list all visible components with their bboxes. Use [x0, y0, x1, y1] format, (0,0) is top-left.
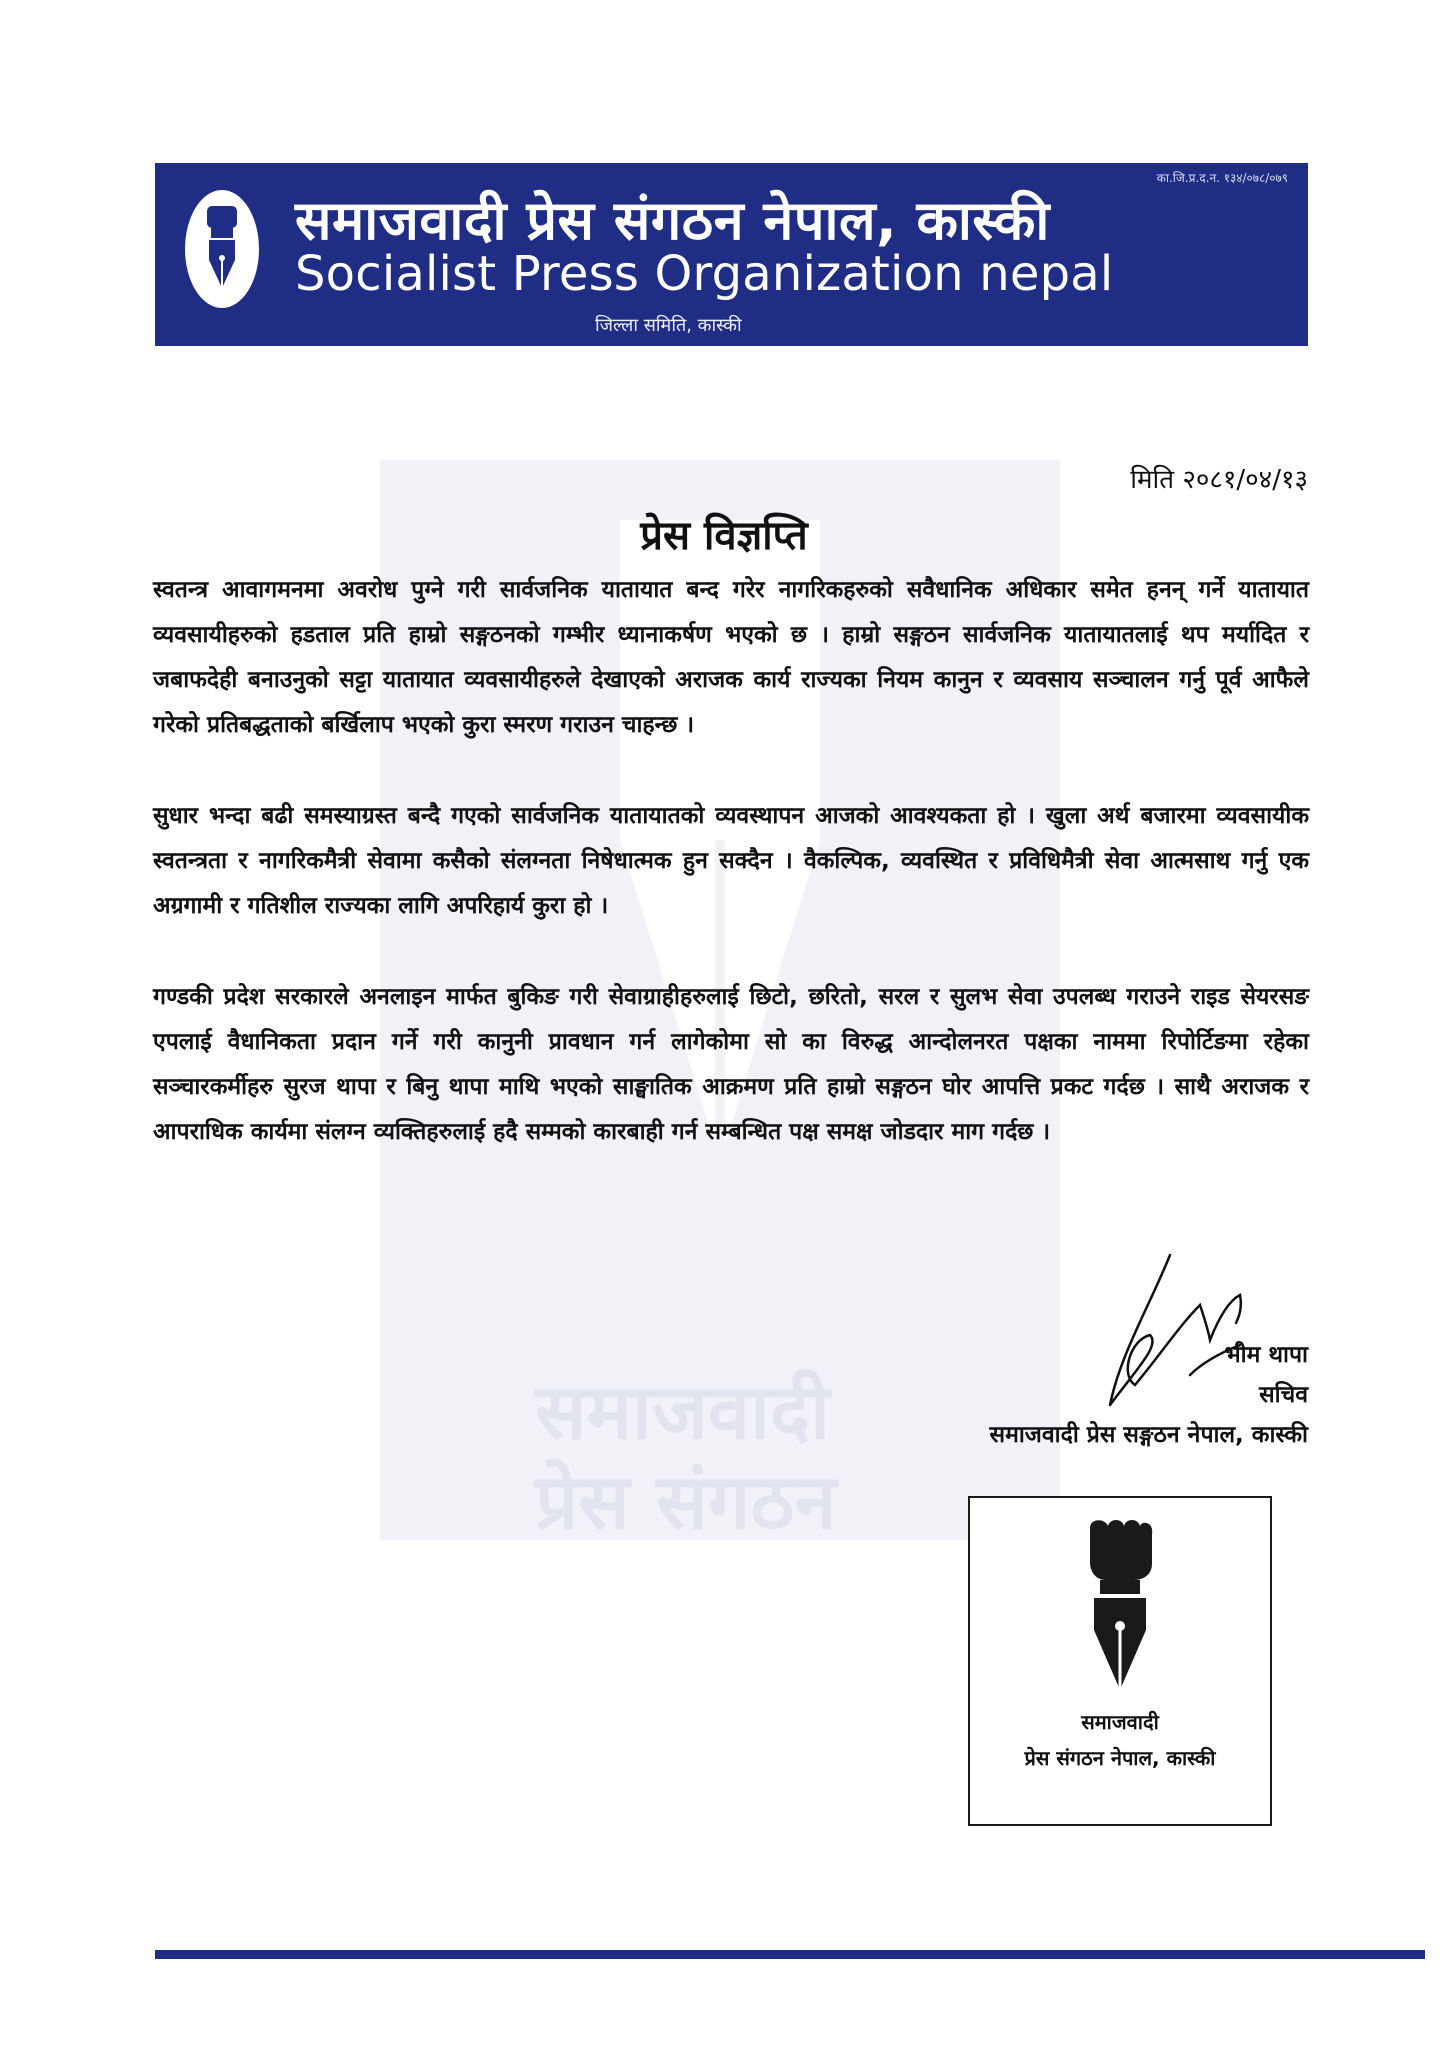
signatory-block [990, 1335, 1308, 1455]
paragraph-1: स्वतन्त्र आवागमनमा अवरोध पुग्ने गरी सार्वजनिक यातायात बन्द गरेर नागरिकहरुको सवैधानिक अधिकार समेत हनन् गर्ने यातायात व्यवसायीहरुको हडताल प्रति हाम्रो सङ्गठनको गम्भीर ध्यानाकर्षण भएको छ । हाम्रो सङ्गठन सार्वजनिक यातायातलाई थप मर्यादित र जबाफदेही बनाउनुको सट्टा यातायात व्यवसायीहरुले देखाएको अराजक कार्य राज्यका नियम कानुन र व्यवसाय सञ्चालन गर्नु पूर्व आफैले गरेको प्रतिबद्धताको बर्खिलाप भएको कुरा स्मरण गराउन चाहन्छ । [153, 577, 1309, 738]
document-body [153, 568, 1309, 1201]
watermark-text-line2: प्रेस संगठन [535, 1457, 837, 1546]
paragraph-2: सुधार भन्दा बढी समस्याग्रस्त बन्दै गएको सार्वजनिक यातायातको व्यवस्थापन आजको आवश्यकता हो । खुला अर्थ बजारमा व्यवसायीक स्वतन्त्रता र नागरिकमैत्री सेवामा कसैको संलग्नता निषेधात्मक हुन सक्दैन । वैकल्पिक, व्यवस्थित र प्रविधिमैत्री सेवा आत्मसाथ गर्नु एक अग्रगामी र गतिशील राज्यका लागि अपरिहार्य कुरा हो । [153, 803, 1309, 919]
watermark-text-line1: समाजवादी [535, 1367, 830, 1456]
fist-pen-icon [1060, 1518, 1180, 1698]
signatory-name: भीम थापा [1224, 1342, 1308, 1368]
footer-rule [155, 1950, 1425, 1959]
logo [185, 190, 259, 308]
fist-pen-icon [195, 202, 249, 296]
org-name-nepali: समाजवादी प्रेस संगठन नेपाल, कास्की [295, 189, 1050, 252]
official-stamp [968, 1496, 1272, 1826]
stamp-text-line1: समाजवादी [1081, 1710, 1159, 1734]
committee-subtitle: जिल्ला समिति, कास्की [595, 315, 742, 336]
signatory-position: सचिव [1259, 1382, 1308, 1408]
paragraph-3: गण्डकी प्रदेश सरकारले अनलाइन मार्फत बुकिङ गरी सेवाग्राहीहरुलाई छिटो, छरितो, सरल र सुलभ सेवा उपलब्ध गराउने राइड सेयरसङ एपलाई वैधानिकता प्रदान गर्ने गरी कानुनी प्रावधान गर्न लागेकोमा सो का विरुद्ध आन्दोलनरत पक्षका नाममा रिपोर्टिङमा रहेका सञ्चारकर्मीहरु सुरज थापा र बिनु थापा माथि भएको साङ्घातिक आक्रमण प्रति हाम्रो सङ्गठन घोर आपत्ति प्रकट गर्दछ । साथै अराजक र आपराधिक कार्यमा संलग्न व्यक्तिहरुलाई हदै सम्मको कारबाही गर्न सम्बन्धित पक्ष समक्ष जोडदार माग गर्दछ । [153, 984, 1309, 1145]
document-date: मिति २०८१/०४/१३ [1130, 465, 1308, 495]
org-name-english: Socialist Press Organization nepal [295, 246, 1114, 302]
letterhead-banner [155, 163, 1308, 346]
stamp-text-line2: प्रेस संगठन नेपाल, कास्की [1024, 1746, 1216, 1770]
signatory-organization: समाजवादी प्रेस सङ्गठन नेपाल, कास्की [989, 1422, 1308, 1448]
registration-number: का.जि.प्र.द.न. १३४/०७८/०७९ [1156, 171, 1288, 185]
document-title: प्रेस विज्ञप्ति [640, 513, 808, 559]
